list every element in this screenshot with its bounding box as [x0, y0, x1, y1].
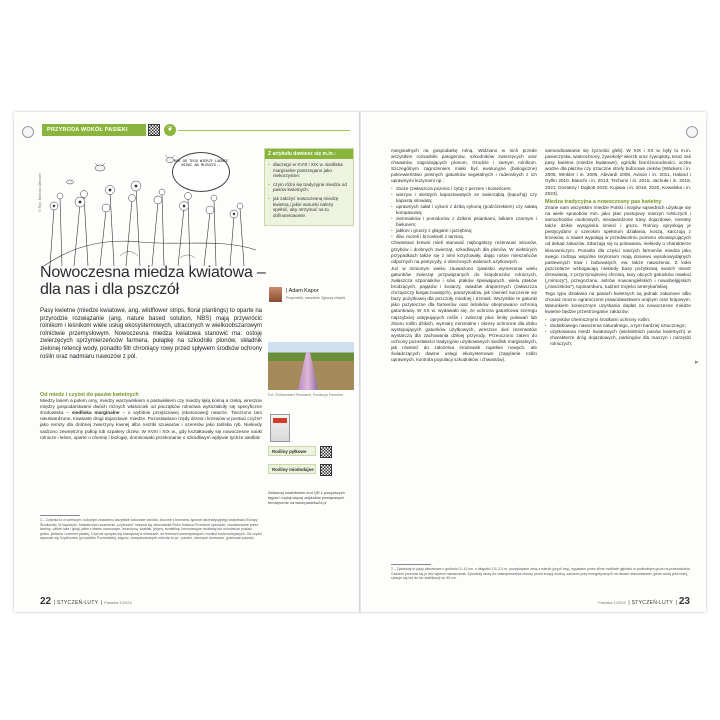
issue-month: STYCZEŃ-LUTY	[56, 600, 99, 606]
section-subhead: Od miedz i czyżni do pasów kwietnych	[40, 392, 139, 398]
article-lead	[40, 308, 262, 361]
magazine-cover-thumbnail[interactable]	[270, 414, 290, 442]
qr-scan-note: Zeskanuj smartfonem kod QR z powyższych tagów i czytaj więcej artykułów powiązanych tematycznie na www.pasieka24.pl	[268, 490, 345, 505]
page-corner-icon	[686, 126, 698, 138]
qr-code-icon[interactable]	[148, 124, 160, 136]
author-role: Przyrodnik, naczelnik Zgłoszy mleptit	[286, 296, 345, 300]
left-footer: 22 | STYCZEŃ-LUTY | Pasieka 1/2024	[40, 596, 132, 607]
list-item: • uprawnych sałat i cykorii z dziką cykorią (podróżnikiem) czy sałatą kompasową;	[391, 204, 537, 216]
body-paragraph: Miedzy lasem a polem orny, miedzy warzywnikiem a pastwiskiem czy miedzy łąką kośną a rzeką, wreszcie między gospodarstwami dwóch różnych właścicieli od początków rolnictwa wykształciły się specyficzne środowiska –	[40, 398, 262, 416]
summary-item: • dlaczego w XVIII i XIX w. siedliska marginalne postrzegano jako niekorzystne;	[268, 162, 350, 179]
article-summary-box	[264, 148, 354, 226]
photo-caption: Fot. Rothamsted Research, Fundacja Farmtree	[268, 393, 344, 397]
page-number: 23	[678, 596, 690, 607]
qr-code-icon[interactable]	[320, 464, 332, 476]
next-page-arrow-icon: ▸	[695, 359, 699, 366]
list-item: • oprysków chemicznymi środkami ochrony roślin;	[545, 317, 691, 323]
header-divider	[178, 130, 350, 131]
flower-strip-photo	[268, 342, 354, 390]
issue-month: STYCZEŃ-LUTY	[631, 600, 674, 606]
tag-honey-plants[interactable]: Rośliny miododajne	[268, 464, 316, 474]
meadow-illustration	[40, 138, 260, 270]
tag-pollen-plants[interactable]: Rośliny pyłkowe	[268, 446, 316, 456]
list-item: • ziemniaków i pomidorów z dzikimi psiankami, lulkiem czarnym i bielunem;	[391, 216, 537, 228]
list-item: • użytkowania miedz kwiatowych (wieloletnich pasów kwietnych) w charakterze dróg dojazdowych, parkingów dla maszyn i narzędzi rolniczych;	[545, 329, 691, 347]
right-column-2	[545, 148, 691, 347]
list-item: • warzyw i oleistych kapustowatych ze swierząbią (łopuchą) czy kapustą sitowatą;	[391, 192, 537, 204]
summary-heading: Z artykułu dowiesz się m.in.:	[265, 149, 353, 159]
left-body	[40, 390, 262, 442]
body-bold-term: siedliska marginalne	[71, 410, 120, 416]
body-paragraph: Chwastowi krewni mieli stanowić najbogatszy rezerwuar wirusów, grzybów i drobnych zwierząt, szkodliwych dla plonów. W niektórych przypadkach także się z nimi krzyżowały, dając rośne mieszańców odpornych na pestycydy, o obniżonych walorach użytkowych.	[391, 240, 537, 264]
article-title: Nowoczesna miedza kwiatowa – dla nas i dla pszczół	[40, 264, 266, 298]
body-paragraph: Tego typu działania na pasach kwietnych są jednak zakazane albo chociaż mocno ograniczone prawodawstwem unijnym oraz krajowym. Warunkiem koniecznym uzyskania dopłat na nowoczesne miedze kwietne będzie przestrzeganie zakazów:	[545, 291, 691, 315]
section-label: PRZYRODA WOKÓŁ PASIEKI	[42, 124, 146, 136]
summary-item: • czym różni się tradycyjna miedza od pasów kwietnych;	[268, 182, 350, 193]
footnote: 1 – Czyżnia to w szerszym, ludowym znaczeniu wszystkie kolczaste zarośla, złożone z krzewów, typowe dla tradycyjnego krajobrazu Europy Środkowej. W węższym, botanicznym znaczeniu „czyżniami” nazywa się zbiorowiska Rubo fruticosi-Prunetum spinosae, zdominowane przez tarninę, dzikie róże i głogi, jałtm z tasem owocowym, leszczyną, szakłak, jeżyny, trzmielinę i innowacyjne miotlasty lub ochotnicze postaci grabu, jabłonia i czeremi ptasiej. Czyżnie spotyka się zazwyczaj w miedzach, na terenach przemysłowych i wzdłuż torów kolejowych. Od czyżni wywodzi się Czyżkowice (przysiółek Poznańskiej, zagość, trampanowanych mierzta to po : parach, strumych drzewach, granicach pasów).	[40, 518, 262, 541]
magazine-spread	[14, 112, 706, 612]
right-column-1	[391, 148, 537, 364]
footnote-divider	[40, 515, 80, 516]
footnote-divider	[391, 564, 431, 565]
body-paragraph: – o wybitnie przejściowej (ekotonowej) naturze. Tworzono tam nieutwardzone, trawiaste drogi dojazdowe: miedze. Pozostawiano rzędy drzew i krzewów w postaci czyżni¹ jako remizy dla drobnej zwierzyny łownej albo resztki szuwarów i ozeretów jako tarliska ryb. Niekiedy sadzono zewnętrzny pułlop lub szpalery drzew. W XVIII i XIX w., gdy kształtowały się nowoczesne nauki rolnicze i leśne, oparte o chemię i biologię, dominowało przekonanie o szkodliwym wpływie tychże siedlisk	[40, 410, 262, 440]
leaf-icon: ❦	[164, 124, 176, 136]
author-name: | Adam Kapor	[286, 288, 319, 294]
summary-item: • jak założyć nowoczesną miedzę kwietną i jakie warunki należy spełnić, aby otrzymać na to dofinansowanie.	[268, 196, 350, 218]
page-corner-icon	[22, 126, 34, 138]
author-avatar	[268, 286, 283, 303]
right-footer: Pasieka 1/2024 | STYCZEŃ-LUTY | 23	[598, 596, 690, 607]
magazine-name: Pasieka 1/2024	[104, 600, 132, 605]
illustration-credit: © Rys. Mariusz Ottmann	[38, 172, 42, 212]
right-page	[361, 112, 706, 612]
footnote: 2 – Żywokoły to pędy wierzbowe o grubości 3–10 cm, o długości 1,5–2,4 m, pozyskiwane zimą z wierzb (pręcii rwy), wypalane przez silnie możliwie głęboko w podmokłym grunt na przedwiośniu, Czasem przenosi się je bez wpierw namaczania. Żywokoły służą do zabezpieczenia zboczy przed erozją wodną, zarówno przy energetycznych na niwach stanowiskach, gdzie wodą jest mniej, stosuje się też do ich stabilizacji do 30 cm.	[391, 567, 691, 581]
qr-code-icon[interactable]	[320, 446, 332, 458]
speech-bubble: ROK OD TEGO WIERZY LADNIE WIDAC NA MLEDZIE..	[172, 152, 230, 192]
list-item: • zboże (zwłaszcza pszenic i żyta) z perzem i kozieńcem;	[391, 186, 537, 192]
lead-text: Pasy kwietne (miedze kwiatowe, ang. wildflower strips, floral plantings) to oparte na przyrodzie rozwiązanie (ang. nature based solution, NBS) mają przywrócić rolnikom i leśnikom wiele usług ekosystemowych, utraconych w wielkoobszarowym rolnictwie przemysłowym. Nowoczesna miedza kwiatowa stanowić ma: ostoję zwierzęcych sprzymierzeńców farmera, pułapkę na szkodniki plonów, składnik zielonej retencji wody, ponadto filtr chroniący rowy przed spływem środków ochrony roślin oraz nadmiaru nawozów z pól.	[40, 308, 262, 360]
list-item: • dodatkowego nawożenia naturalnego, a tym bardziej sztucznego;	[545, 323, 691, 329]
list-item: • śliw, moreli i brzoskwiń z tarniną.	[391, 234, 537, 240]
list-item: • jabłoni i gruszy z głogami i jarzębiną;	[391, 228, 537, 234]
body-paragraph: Już w minionym wieku zauważono zjawisko wymierania wielu gatunków zwierząt przywiązanych do krajobrazów rolniczych, zwłaszcza szponiaków i sów, ptaków śpiewających, wielu ptaków brodzących, pająków i kosarzy, owadów drapieżnych (zwłaszcza chrząszczy biegaczowatych), parazytoidów, jak również kurczenie się bazy pożytkowej dla pszczoły miodnej i trzmieli. Wszystkie te gatunki jako pożyteczne dla farmerów oraz leśników obejmowano ochroną gatunkową. W XX w. wydawało się, że ochrona gatunkowa szeregu najszybciej ustępujących roślin i zwierząt plus limity połowań lub zbioru roślin dzikich, wymiary minimalne i okresy ochronne dla dziko występujących gatunków użytkowych, wreszcie sieć rezerwatów wystarczą dla zachowania dzikiej przyrody. Przeoczono zatem do ochrony pozostałości tradycyjnie użytkowanych siedlisk marginalnych, jak również do założenia środowisk zupełnie nowych, ale świadczących dawne usługi ekosystemowe (zapylanie roślin uprawnych, kontrola populacji szkodników i chwastów).	[391, 265, 537, 363]
body-paragraph: samoodnawianie się żyzności gleb). W XIX i XX w. były to m.in. pasieczyska, wiatrochrony, żywokoły² wierzb oraz żywopłoty, teraz zaś pasy kwietne (miedze kwiatowe), ogródki bioróżnorodności, oczka wodne dla płazów czy sztuczne strefy buforowe cieków [Wäckers i in. 2005, Winkler i in. 2006, Abivardi 2008, Avison i in. 2011, Haland i Gyllin 2010, Bianchi i in. 2013, Tschumi i in. 2015, Jachuła i in. 2018, 2021; Dostatny i Dajbob 2020, Kujawa i in. 2018, 2020, Kowalska i in. 2023].	[545, 148, 691, 196]
left-page	[14, 112, 359, 612]
section-subhead: Miedza tradycyjna a nowoczesny pas kwietny	[545, 198, 662, 205]
body-paragraph: marginalnych na gospodarkę rolną. Widziano w nich przede wszystkim rozsadniki patogenów, szkodników zwierzęcych oraz chwastów, zagrażających plonom, trzodzie i samym rolnikom. Szczególnym zagrożeniem miało być ewolucyjne (biologiczne) pokrewieństwo pewnych gatunków segetalnych i ruderalnych z ich uprawnymi kuzynami np.:	[391, 148, 537, 184]
page-number: 22	[40, 596, 52, 607]
magazine-name: Pasieka 1/2024	[598, 600, 626, 605]
body-paragraph: Znane nam wszystkim miedze Polski i krajów sąsiednich użytkuje się na wiele sposobów min. jako plac postojowy maszyn rolniczych i samochodów osobowych, nieutwardzone trasy dojazdowe, niestety także dzikie wysypiska śmieci i gruzu. Rolnicy opryskują je pestycydami o szerokim spektrum działania, koszą, karczują z krzewów, a nawet wypalają w przedwiośniu pomimo obowiązujących od dekad zakazów. Zdarzają się tu polowania, niekiedy o charakterze kłusowniczym. Ponadto dla części naszych farmerów miedza jako swego rodzaju wspólne terytorium mają dosiewu wysokowydajnych pastewnych traw i bobowatych, ew. także nawożenia. Z kolei pszczelarze wzbogacają niekiedy bazę pożytkową swoich miedz drzewiastą, z przyrzynajmniej chronią, tany obcych gatunków nawłoci („mimozy”), przegorzanu, astrów nowoangielskich i nowobelgijskich („marcinków”), topinamburu, tudzież trojeści amerykańskiej.	[545, 204, 691, 290]
